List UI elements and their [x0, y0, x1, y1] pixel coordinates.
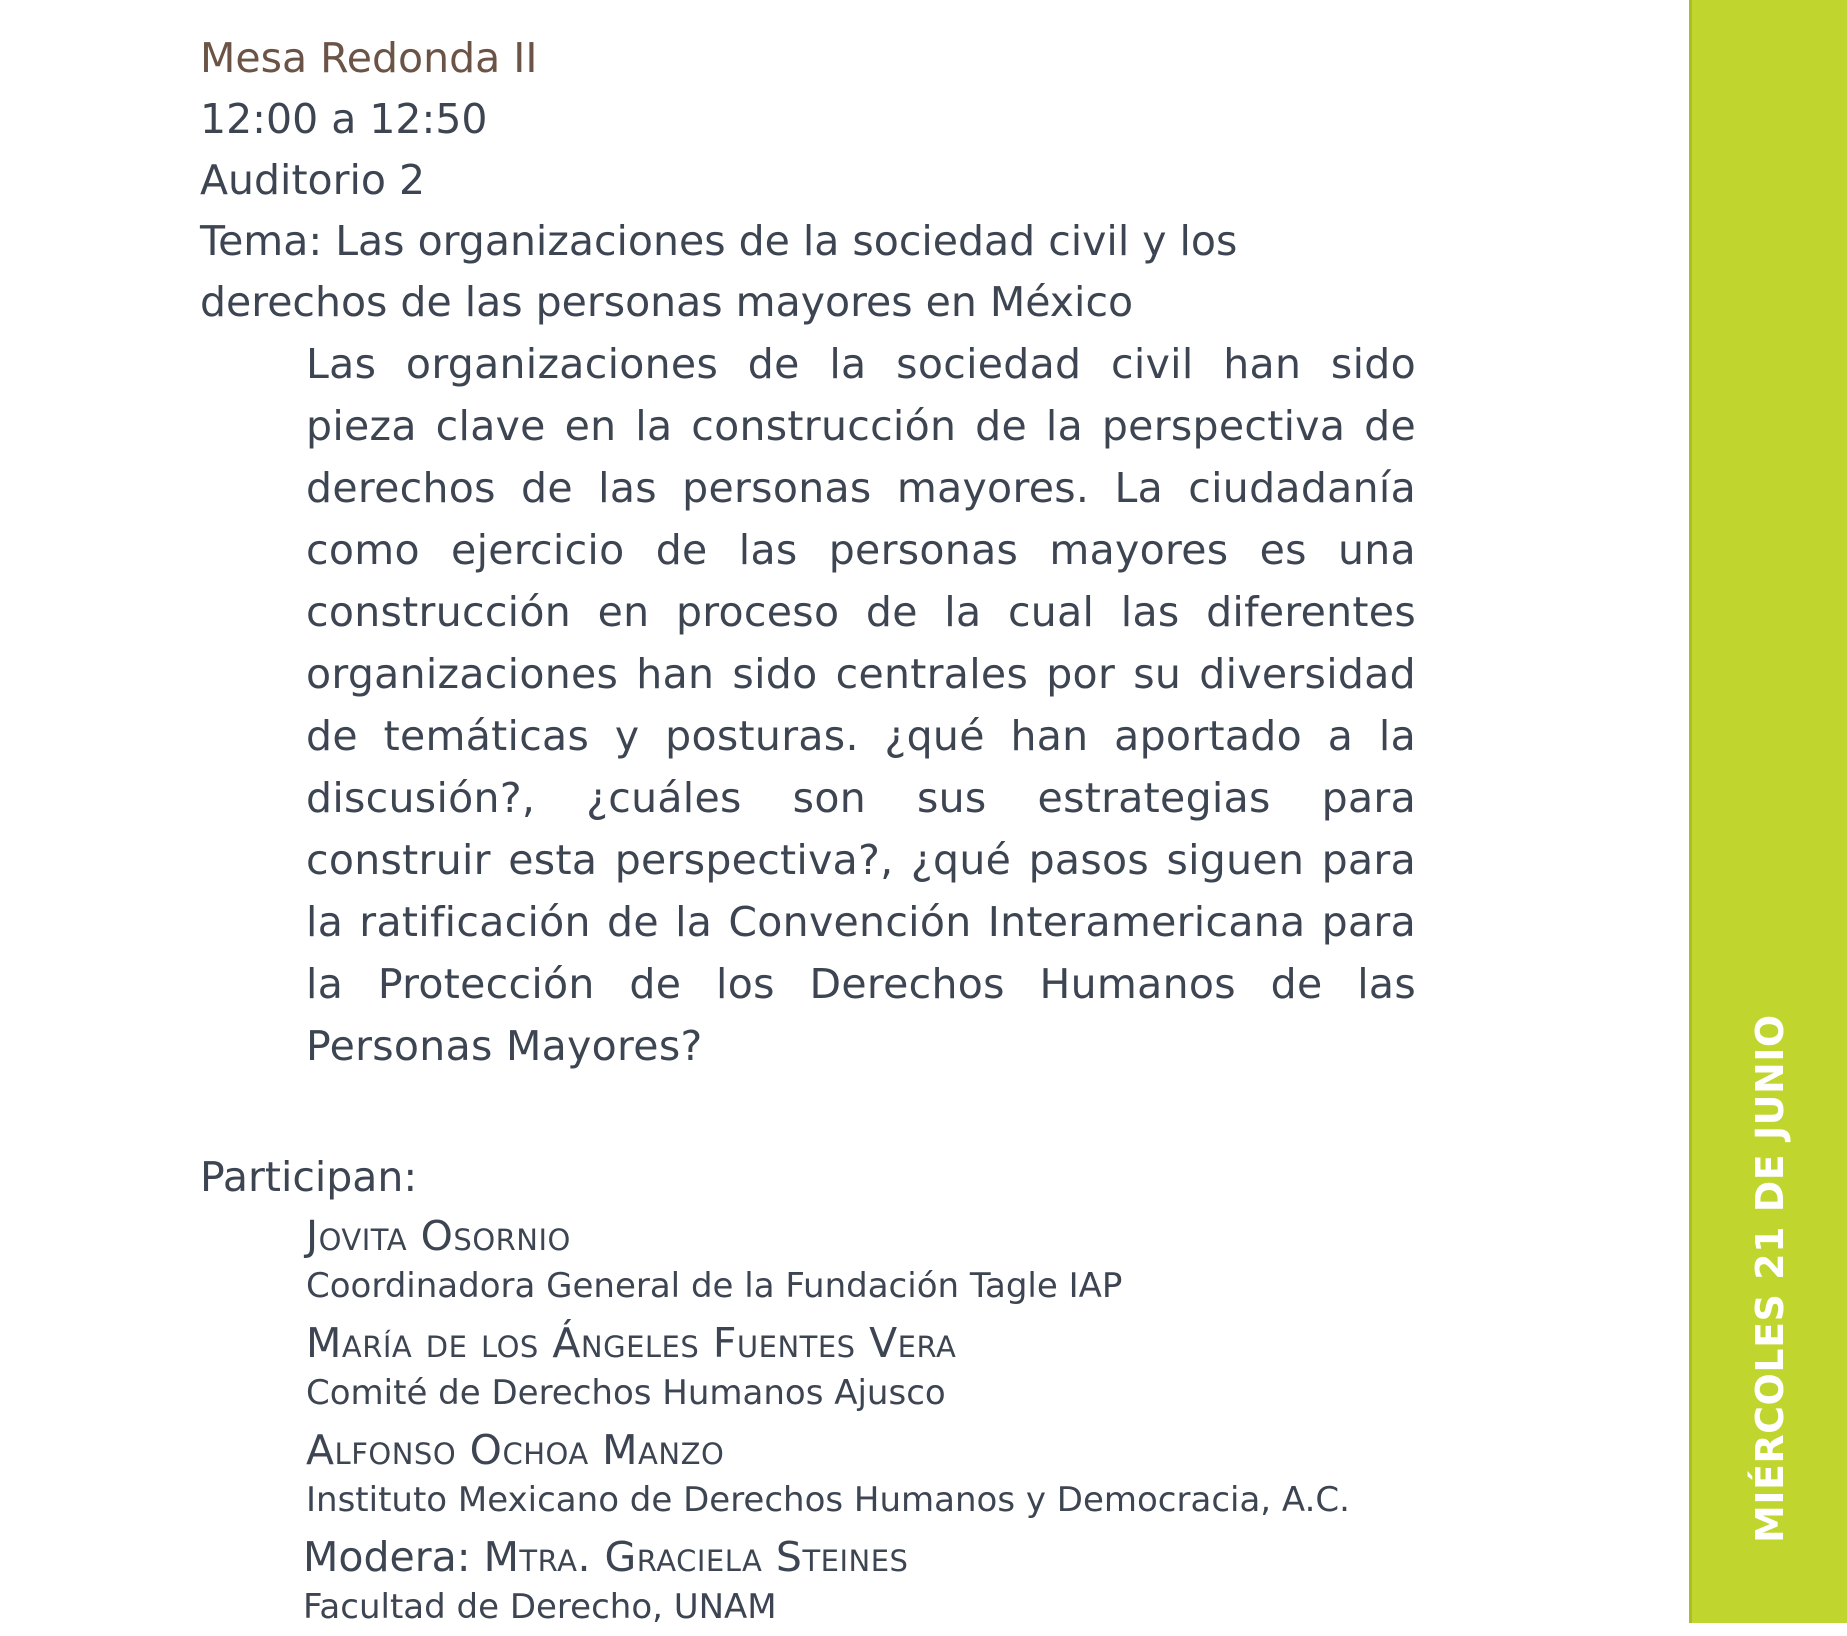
- participants-list: [303, 1208, 1420, 1636]
- session-topic: Tema: Las organizaciones de la sociedad civil y los derechos de las personas mayores en México: [200, 217, 1238, 326]
- session-content: [200, 28, 1420, 1636]
- participant-item: [306, 1315, 1420, 1422]
- participant-affiliation: Instituto Mexicano de Derechos Humanos y Democracia, A.C.: [306, 1480, 1350, 1520]
- participant-item: [306, 1208, 1420, 1315]
- date-side-tab: [1689, 0, 1847, 1623]
- participant-name: Alfonso Ochoa Manzo: [306, 1426, 725, 1474]
- participant-name: Jovita Osornio: [306, 1212, 571, 1260]
- moderator-label: Modera:: [303, 1533, 471, 1581]
- moderator-line: [303, 1529, 1420, 1585]
- date-label: MIÉRCOLES 21 DE JUNIO: [1747, 1014, 1792, 1543]
- moderator-affiliation: Facultad de Derecho, UNAM: [303, 1587, 777, 1627]
- session-description: Las organizaciones de la sociedad civil han sido pieza clave en la construcción de la perspectiva de derechos de las personas mayores. La ciudadanía como ejercicio de las personas mayores es una construcción en proceso de la cual las diferentes organizaciones han sido centrales por su diversidad de temáticas y posturas. ¿qué han aportado a la discusión?, ¿cuáles son sus estrategias para construir esta perspectiva?, ¿qué pasos siguen para la ratificación de la Convención Interamericana para la Protección de los Derechos Humanos de las Personas Mayores?: [306, 340, 1416, 1070]
- moderator-item: [303, 1529, 1420, 1636]
- moderator-name: Mtra. Graciela Steines: [483, 1533, 909, 1581]
- participant-name: María de los Ángeles Fuentes Vera: [306, 1319, 957, 1367]
- session-time: 12:00 a 12:50: [200, 95, 488, 143]
- participant-item: [306, 1422, 1420, 1529]
- participants-heading: Participan:: [200, 1153, 418, 1201]
- session-venue: Auditorio 2: [200, 156, 426, 204]
- participant-affiliation: Coordinadora General de la Fundación Tagle IAP: [306, 1266, 1123, 1306]
- participant-affiliation: Comité de Derechos Humanos Ajusco: [306, 1373, 946, 1413]
- session-title: Mesa Redonda II: [200, 34, 538, 82]
